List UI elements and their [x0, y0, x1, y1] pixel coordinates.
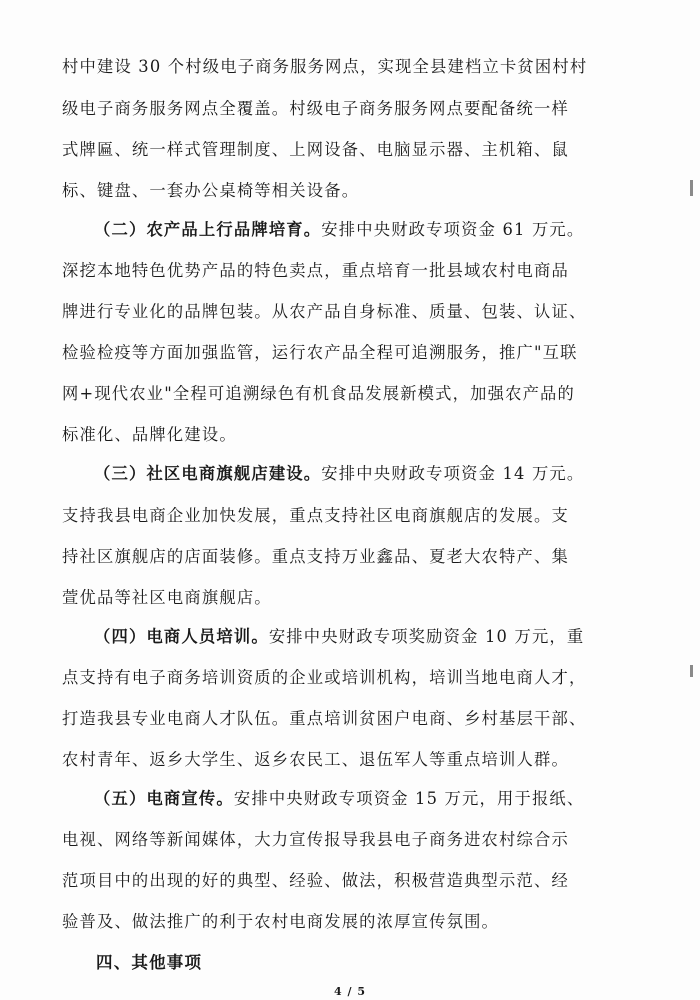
section-2-first-line: （二）农产品上行品牌培育。安排中央财政专项资金 61 万元。	[94, 220, 585, 239]
section-heading: 四、其他事项	[96, 953, 203, 972]
section-3-heading: （三）社区电商旗舰店建设。	[94, 464, 322, 483]
section-2-heading: （二）农产品上行品牌培育。	[94, 220, 322, 239]
page-number: 4 / 5	[334, 985, 366, 998]
paragraph-line: 打造我县专业电商人才队伍。重点培训贫困户电商、乡村基层干部、	[62, 709, 587, 728]
paragraph-line: 深挖本地特色优势产品的特色卖点，重点培育一批县域农村电商品	[62, 261, 569, 280]
paragraph-line: 持社区旗舰店的店面装修。重点支持万业鑫品、夏老大农特产、集	[62, 547, 569, 566]
section-4-first-line: （四）电商人员培训。安排中央财政专项奖励资金 10 万元，重	[94, 627, 585, 646]
section-4-heading: （四）电商人员培训。	[94, 627, 269, 646]
paragraph-line: 检验检疫等方面加强监管，运行农产品全程可追溯服务，推广"互联	[62, 343, 578, 362]
section-5-heading: （五）电商宣传。	[94, 789, 234, 808]
paragraph-line: 支持我县电商企业加快发展，重点支持社区电商旗舰店的发展。支	[62, 506, 569, 525]
scan-edge-mark	[690, 665, 693, 677]
section-5-first-line: （五）电商宣传。安排中央财政专项资金 15 万元，用于报纸、	[94, 789, 585, 808]
paragraph-line: 级电子商务服务网点全覆盖。村级电子商务服务网点要配备统一样	[62, 99, 569, 118]
paragraph-line: 标准化、品牌化建设。	[62, 425, 237, 444]
paragraph-line: 式牌匾、统一样式管理制度、上网设备、电脑显示器、主机箱、鼠	[62, 140, 569, 159]
paragraph-line: 牌进行专业化的品牌包装。从农产品自身标准、质量、包装、认证、	[62, 302, 587, 321]
paragraph-line: 农村青年、返乡大学生、返乡农民工、退伍军人等重点培训人群。	[62, 750, 569, 769]
paragraph-line: 电视、网络等新闻媒体，大力宣传报导我县电子商务进农村综合示	[62, 830, 569, 849]
paragraph-line: 网+现代农业"全程可追溯绿色有机食品发展新模式，加强农产品的	[62, 384, 576, 403]
paragraph-line: 村中建设 30 个村级电子商务服务网点，实现全县建档立卡贫困村村	[62, 57, 588, 76]
paragraph-line: 验普及、做法推广的利于农村电商发展的浓厚宣传氛围。	[62, 912, 500, 931]
paragraph-line: 范项目中的出现的好的典型、经验、做法，积极营造典型示范、经	[62, 871, 569, 890]
scan-edge-mark	[690, 180, 693, 196]
paragraph-line: 萱优品等社区电商旗舰店。	[62, 588, 272, 607]
section-3-first-line: （三）社区电商旗舰店建设。安排中央财政专项资金 14 万元。	[94, 464, 585, 483]
paragraph-line: 点支持有电子商务培训资质的企业或培训机构，培训当地电商人才，	[62, 668, 587, 687]
paragraph-line: 标、键盘、一套办公桌椅等相关设备。	[62, 181, 360, 200]
